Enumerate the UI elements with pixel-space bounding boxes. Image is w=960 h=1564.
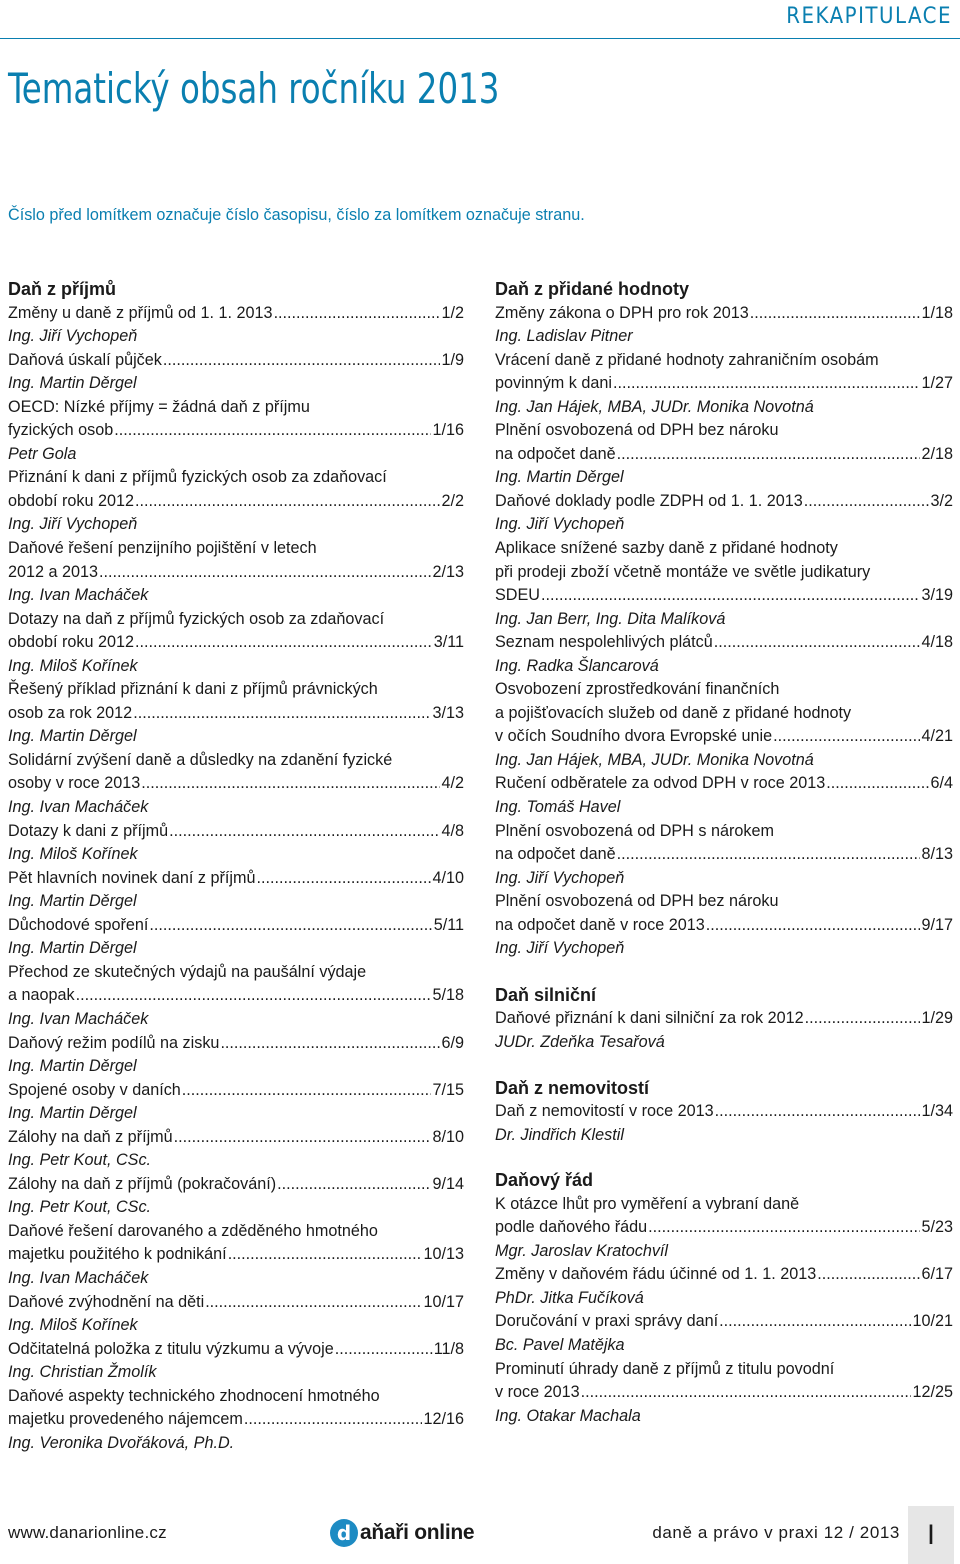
entry-title-last-line xyxy=(495,490,953,514)
entry-title-last-line xyxy=(8,1408,464,1432)
entry-title-line xyxy=(495,702,953,726)
leader-dots xyxy=(228,1243,423,1267)
entry-page-ref: 12/25 xyxy=(912,1383,953,1402)
entry-title-line xyxy=(495,561,953,585)
entry-title-text: Solidární zvýšení daně a důsledky na zdanění fyzické xyxy=(8,750,393,769)
entry-title-last-line xyxy=(495,1263,953,1287)
leader-dots xyxy=(135,490,440,514)
entry-title-last-line xyxy=(8,1338,464,1362)
leader-dots xyxy=(817,1263,920,1287)
section-gap xyxy=(495,1055,953,1077)
entry-author: Ing. Miloš Kořínek xyxy=(8,656,138,675)
entry-title-last-line xyxy=(8,490,464,514)
entry-author: Ing. Jiří Vychopeň xyxy=(8,327,138,346)
entry-author: Dr. Jindřich Klestil xyxy=(495,1125,624,1144)
leader-dots xyxy=(581,1381,912,1405)
leader-dots xyxy=(773,725,920,749)
leader-dots xyxy=(617,443,921,467)
entry-title-text: Plnění osvobozená od DPH bez nároku xyxy=(495,421,779,440)
entry-author: Ing. Martin Děrgel xyxy=(8,939,137,958)
leader-dots xyxy=(163,349,441,373)
entry-title-text: při prodeji zboží včetně montáže ve světle judikatury xyxy=(495,562,871,581)
entry-title-line xyxy=(8,749,464,773)
entry-title-line xyxy=(495,349,953,373)
entry-title-text: Odčitatelná položka z titulu výzkumu a vývoje xyxy=(8,1339,334,1358)
leader-dots xyxy=(335,1338,433,1362)
entry-title-text: Daňové řešení darovaného a zděděného hmotného xyxy=(8,1221,378,1240)
section-gap xyxy=(495,1147,953,1169)
entry-title-text: Daňové doklady podle ZDPH od 1. 1. 2013 xyxy=(495,491,803,510)
entry-author: Petr Gola xyxy=(8,444,77,463)
entry-title-line xyxy=(495,1193,953,1217)
entry-page-ref: 3/13 xyxy=(432,703,464,722)
entry-title-text: osob za rok 2012 xyxy=(8,703,133,722)
leader-dots xyxy=(76,984,432,1008)
entry-author: Ing. Ivan Macháček xyxy=(8,1009,149,1028)
entry-title-text: v očích Soudního dvora Evropské unie xyxy=(495,727,773,746)
entry-page-ref: 2/2 xyxy=(441,491,464,510)
leader-dots xyxy=(617,843,921,867)
entry-page-ref: 1/29 xyxy=(921,1009,953,1028)
entry-page-ref: 6/4 xyxy=(930,774,953,793)
leader-dots xyxy=(274,302,441,326)
entry-title-text: Dotazy k dani z příjmů xyxy=(8,821,169,840)
entry-title-line xyxy=(495,1358,953,1382)
leader-dots xyxy=(706,914,921,938)
entry-author: Ing. Ladislav Pitner xyxy=(495,327,633,346)
leader-dots xyxy=(648,1216,920,1240)
leader-dots xyxy=(277,1173,431,1197)
entry-title-text: období roku 2012 xyxy=(8,633,135,652)
entry-title-text: Dotazy na daň z příjmů fyzických osob za zdaňovací xyxy=(8,609,385,628)
entry-author: Ing. Martin Děrgel xyxy=(8,1104,137,1123)
entry-title-last-line xyxy=(8,914,464,938)
entry-author: Bc. Pavel Matějka xyxy=(495,1335,625,1354)
section-heading: Daň z příjmů xyxy=(8,279,117,299)
entry-title-last-line xyxy=(495,584,953,608)
entry-author: PhDr. Jitka Fučíková xyxy=(495,1288,644,1307)
entry-title-text: Změny zákona o DPH pro rok 2013 xyxy=(495,303,749,322)
entry-title-last-line xyxy=(8,419,464,443)
entry-author: Ing. Jan Berr, Ing. Dita Malíková xyxy=(495,609,726,628)
entry-author: Ing. Martin Děrgel xyxy=(495,468,624,487)
footer-url[interactable]: www.danarionline.cz xyxy=(8,1523,167,1542)
entry-title-text: Změny u daně z příjmů od 1. 1. 2013 xyxy=(8,303,273,322)
footer-logo xyxy=(330,1519,474,1547)
entry-title-last-line xyxy=(8,302,464,326)
leader-dots xyxy=(805,1007,921,1031)
entry-page-ref: 5/11 xyxy=(433,915,464,934)
entry-page-ref: 8/10 xyxy=(432,1127,464,1146)
entry-page-ref: 12/16 xyxy=(423,1410,464,1429)
entry-title-last-line xyxy=(8,1243,464,1267)
entry-title-last-line xyxy=(8,1032,464,1056)
entry-page-ref: 4/21 xyxy=(921,727,953,746)
entry-title-last-line xyxy=(495,843,953,867)
entry-title-last-line xyxy=(495,1216,953,1240)
entry-author: Ing. Martin Děrgel xyxy=(8,1057,137,1076)
entry-author: Ing. Radka Šlancarová xyxy=(495,656,659,675)
entry-title-last-line xyxy=(495,631,953,655)
entry-title-text: období roku 2012 xyxy=(8,491,135,510)
entry-title-text: Změny v daňovém řádu účinné od 1. 1. 2013 xyxy=(495,1265,817,1284)
entry-author: Ing. Veronika Dvořáková, Ph.D. xyxy=(8,1433,235,1452)
entry-page-ref: 3/11 xyxy=(433,633,464,652)
entry-author: Mgr. Jaroslav Kratochvíl xyxy=(495,1241,669,1260)
entry-title-line xyxy=(8,961,464,985)
entry-title-text: Ručení odběratele za odvod DPH v roce 2013 xyxy=(495,774,826,793)
leader-dots xyxy=(541,584,921,608)
entry-page-ref: 3/2 xyxy=(930,491,953,510)
leader-dots xyxy=(174,1126,432,1150)
entry-title-text: Prominutí úhrady daně z příjmů z titulu povodní xyxy=(495,1359,835,1378)
entry-title-text: K otázce lhůt pro vyměření a vybraní daně xyxy=(495,1194,800,1213)
entry-title-last-line xyxy=(8,702,464,726)
entry-author: Ing. Miloš Kořínek xyxy=(8,845,138,864)
entry-title-text: Plnění osvobozená od DPH bez nároku xyxy=(495,892,779,911)
entry-page-ref: 4/10 xyxy=(432,868,464,887)
entry-title-text: a naopak xyxy=(8,986,75,1005)
entry-author: Ing. Ivan Macháček xyxy=(8,1268,149,1287)
entry-title-last-line xyxy=(8,1291,464,1315)
entry-title-line xyxy=(495,537,953,561)
leader-dots xyxy=(750,302,921,326)
section-heading: Daň z přidané hodnoty xyxy=(495,279,690,299)
leader-dots xyxy=(256,867,431,891)
entry-author: Ing. Jiří Vychopeň xyxy=(495,515,625,534)
section-heading: Daň z nemovitostí xyxy=(495,1077,650,1098)
entry-title-last-line xyxy=(8,867,464,891)
entry-title-text: Zálohy na daň z příjmů xyxy=(8,1127,173,1146)
entry-title-text: 2012 a 2013 xyxy=(8,562,99,581)
entry-title-text: Řešený příklad přiznání k dani z příjmů právnických xyxy=(8,680,378,699)
entry-title-text: Aplikace snížené sazby daně z přidané hodnoty xyxy=(495,539,838,558)
left-column xyxy=(8,278,464,1455)
entry-page-ref: 4/8 xyxy=(441,821,464,840)
entry-title-text: Přiznání k dani z příjmů fyzických osob za zdaňovací xyxy=(8,468,387,487)
entry-page-ref: 10/13 xyxy=(423,1245,464,1264)
entry-title-text: Vrácení daně z přidané hodnoty zahraničním osobám xyxy=(495,350,879,369)
entry-title-text: podle daňového řádu xyxy=(495,1218,648,1237)
entry-page-ref: 4/18 xyxy=(921,633,953,652)
logo-mark-icon: d xyxy=(330,1519,358,1547)
entry-page-ref: 1/27 xyxy=(921,374,953,393)
leader-dots xyxy=(141,772,440,796)
entry-title-text: Důchodové spoření xyxy=(8,915,149,934)
entry-title-text: na odpočet daně xyxy=(495,444,616,463)
entry-title-last-line xyxy=(8,1126,464,1150)
entry-title-text: Spojené osoby v daních xyxy=(8,1080,181,1099)
leader-dots xyxy=(169,820,440,844)
entry-page-ref: 6/17 xyxy=(921,1265,953,1284)
entry-page-ref: 1/18 xyxy=(921,303,953,322)
entry-author: Ing. Tomáš Havel xyxy=(495,798,621,817)
entry-title-text: OECD: Nízké příjmy = žádná daň z příjmu xyxy=(8,397,310,416)
entry-title-text: Daňové zvýhodnění na děti xyxy=(8,1292,205,1311)
leader-dots xyxy=(149,914,432,938)
entry-title-line xyxy=(8,537,464,561)
section-heading: Daňový řád xyxy=(495,1170,594,1191)
entry-title-text: Pět hlavních novinek daní z příjmů xyxy=(8,868,256,887)
entry-author: Ing. Jan Hájek, MBA, JUDr. Monika Novotná xyxy=(495,397,814,416)
entry-title-last-line xyxy=(495,443,953,467)
entry-page-ref: 2/13 xyxy=(432,562,464,581)
entry-title-text: SDEU xyxy=(495,586,540,605)
entry-title-line xyxy=(495,419,953,443)
leader-dots xyxy=(244,1408,423,1432)
entry-page-ref: 5/23 xyxy=(921,1218,953,1237)
entry-title-line xyxy=(8,678,464,702)
entry-title-text: na odpočet daně v roce 2013 xyxy=(495,915,705,934)
entry-author: Ing. Martin Děrgel xyxy=(8,727,137,746)
entry-title-line xyxy=(8,1385,464,1409)
entry-title-text: Daňové přiznání k dani silniční za rok 2012 xyxy=(495,1009,804,1028)
leader-dots xyxy=(714,631,921,655)
leader-dots xyxy=(114,419,431,443)
page-title: Tematický obsah ročníku 2013 xyxy=(8,64,500,113)
right-column xyxy=(495,278,953,1428)
entry-author: Ing. Jiří Vychopeň xyxy=(8,515,138,534)
leader-dots xyxy=(205,1291,422,1315)
entry-title-text: Daňové aspekty technického zhodnocení hmotného xyxy=(8,1386,380,1405)
entry-title-text: Doručování v praxi správy daní xyxy=(495,1312,719,1331)
entry-author: Ing. Jiří Vychopeň xyxy=(495,939,625,958)
entry-page-ref: 1/16 xyxy=(432,421,464,440)
leader-dots xyxy=(135,631,433,655)
entry-title-line xyxy=(8,466,464,490)
entry-title-last-line xyxy=(495,302,953,326)
leader-dots xyxy=(182,1079,432,1103)
entry-title-last-line xyxy=(8,1173,464,1197)
leader-dots xyxy=(613,372,921,396)
logo-text: aňaři online xyxy=(360,1521,475,1544)
entry-author: Ing. Petr Kout, CSc. xyxy=(8,1198,152,1217)
entry-author: Ing. Martin Děrgel xyxy=(8,374,137,393)
entry-title-line xyxy=(8,396,464,420)
entry-page-ref: 4/2 xyxy=(441,774,464,793)
entry-page-ref: 11/8 xyxy=(433,1339,464,1358)
entry-title-text: Seznam nespolehlivých plátců xyxy=(495,633,713,652)
entry-title-text: a pojišťovacích služeb od daně z přidané hodnoty xyxy=(495,703,852,722)
entry-title-last-line xyxy=(8,772,464,796)
entry-title-last-line xyxy=(8,349,464,373)
entry-title-text: majetku provedeného nájemcem xyxy=(8,1410,243,1429)
entry-title-text: povinným k dani xyxy=(495,374,612,393)
entry-page-ref: 2/18 xyxy=(921,444,953,463)
entry-title-text: na odpočet daně xyxy=(495,845,616,864)
entry-page-ref: 9/14 xyxy=(432,1174,464,1193)
intro-text: Číslo před lomítkem označuje číslo časopisu, číslo za lomítkem označuje stranu. xyxy=(8,206,585,224)
entry-page-ref: 1/34 xyxy=(921,1102,953,1121)
page-number: I xyxy=(908,1506,954,1564)
section-heading: Daň silniční xyxy=(495,984,597,1005)
entry-title-last-line xyxy=(8,1079,464,1103)
entry-title-last-line xyxy=(495,725,953,749)
entry-page-ref: 5/18 xyxy=(432,986,464,1005)
leader-dots xyxy=(719,1310,911,1334)
entry-author: Ing. Otakar Machala xyxy=(495,1406,641,1425)
entry-title-text: Daň z nemovitostí v roce 2013 xyxy=(495,1102,714,1121)
entry-page-ref: 1/9 xyxy=(441,350,464,369)
leader-dots xyxy=(804,490,930,514)
entry-page-ref: 3/19 xyxy=(921,586,953,605)
entry-title-last-line xyxy=(8,561,464,585)
entry-author: Ing. Ivan Macháček xyxy=(8,798,149,817)
entry-title-text: majetku použitého k podnikání xyxy=(8,1245,227,1264)
entry-title-last-line xyxy=(8,631,464,655)
entry-page-ref: 7/15 xyxy=(432,1080,464,1099)
entry-title-text: Zálohy na daň z příjmů (pokračování) xyxy=(8,1174,277,1193)
entry-title-text: Plnění osvobozená od DPH s nárokem xyxy=(495,821,774,840)
entry-title-text: fyzických osob xyxy=(8,421,114,440)
leader-dots xyxy=(133,702,431,726)
entry-title-last-line xyxy=(495,1007,953,1031)
entry-page-ref: 8/13 xyxy=(921,845,953,864)
entry-author: Ing. Petr Kout, CSc. xyxy=(8,1151,152,1170)
entry-author: Ing. Jiří Vychopeň xyxy=(495,868,625,887)
entry-title-last-line xyxy=(8,984,464,1008)
entry-title-text: Osvobození zprostředkování finančních xyxy=(495,680,780,699)
entry-author: Ing. Christian Žmolík xyxy=(8,1363,157,1382)
entry-title-last-line xyxy=(495,372,953,396)
leader-dots xyxy=(715,1100,921,1124)
entry-title-line xyxy=(495,678,953,702)
entry-title-last-line xyxy=(8,820,464,844)
entry-title-text: Daňové řešení penzijního pojištění v letech xyxy=(8,539,317,558)
entry-author: Ing. Martin Děrgel xyxy=(8,892,137,911)
entry-title-text: Daňová úskalí půjček xyxy=(8,350,162,369)
entry-title-text: osoby v roce 2013 xyxy=(8,774,141,793)
header-rule xyxy=(0,38,960,39)
leader-dots xyxy=(826,772,929,796)
entry-title-last-line xyxy=(495,772,953,796)
entry-author: JUDr. Zdeňka Tesařová xyxy=(495,1032,665,1051)
footer-publication: daně a právo v praxi 12 / 2013 xyxy=(652,1523,900,1542)
section-gap xyxy=(495,961,953,984)
entry-title-line xyxy=(495,820,953,844)
entry-title-text: Daňový režim podílů na zisku xyxy=(8,1033,220,1052)
entry-title-last-line xyxy=(495,1310,953,1334)
entry-title-last-line xyxy=(495,914,953,938)
entry-page-ref: 6/9 xyxy=(441,1033,464,1052)
leader-dots xyxy=(220,1032,440,1056)
entry-title-line xyxy=(8,1220,464,1244)
leader-dots xyxy=(99,561,431,585)
entry-page-ref: 10/17 xyxy=(423,1292,464,1311)
entry-title-last-line xyxy=(495,1100,953,1124)
entry-page-ref: 10/21 xyxy=(912,1312,953,1331)
entry-title-line xyxy=(8,608,464,632)
entry-author: Ing. Jan Hájek, MBA, JUDr. Monika Novotná xyxy=(495,750,814,769)
entry-author: Ing. Miloš Kořínek xyxy=(8,1316,138,1335)
entry-title-text: v roce 2013 xyxy=(495,1383,580,1402)
entry-title-last-line xyxy=(495,1381,953,1405)
entry-title-line xyxy=(495,890,953,914)
entry-page-ref: 1/2 xyxy=(441,303,464,322)
entry-page-ref: 9/17 xyxy=(921,915,953,934)
entry-author: Ing. Ivan Macháček xyxy=(8,586,149,605)
header-label: REKAPITULACE xyxy=(786,4,952,29)
entry-title-text: Přechod ze skutečných výdajů na paušální výdaje xyxy=(8,962,367,981)
